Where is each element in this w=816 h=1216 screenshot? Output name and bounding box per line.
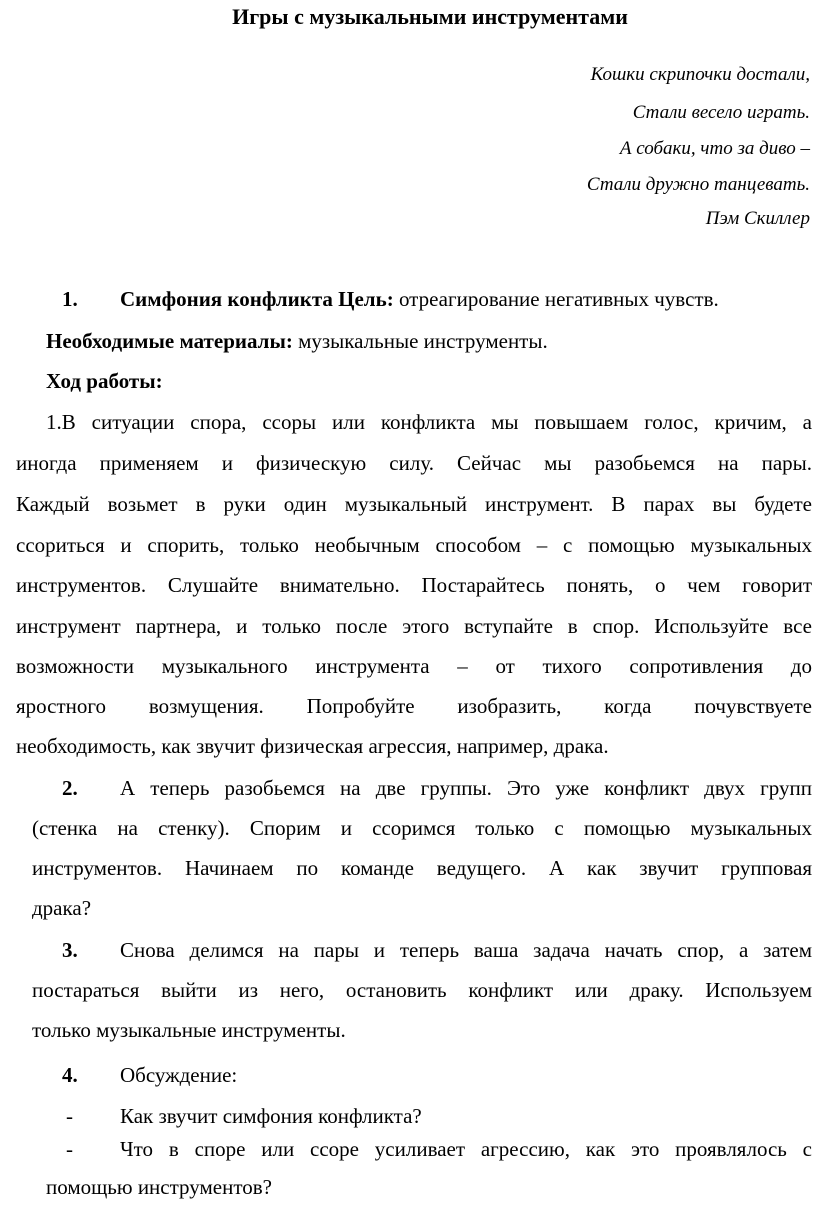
bullet-text: помощью инструментов? xyxy=(46,1175,272,1199)
paragraph-line: ссориться и спорить, только необычным способом – с помощью музыкальных xyxy=(16,533,812,557)
goal-text: отреагирование негативных чувств. xyxy=(398,287,719,311)
paragraph-line: яростного возмущения. Попробуйте изобразить, когда почувствуете xyxy=(16,694,812,718)
item-line: только музыкальные инструменты. xyxy=(32,1018,346,1042)
bullet-text: Как звучит симфония конфликта? xyxy=(120,1104,422,1128)
bullet-marker: - xyxy=(66,1137,73,1161)
paragraph-line: иногда применяем и физическую силу. Сейчас мы разобьемся на пары. xyxy=(16,451,812,475)
item-line: (стенка на стенку). Спорим и ссоримся только с помощью музыкальных xyxy=(32,816,812,840)
epigraph-line: А собаки, что за диво – xyxy=(619,138,810,159)
materials-label: Необходимые материалы: xyxy=(46,329,293,353)
item-number: 2. xyxy=(62,776,78,800)
item-line: драка? xyxy=(32,896,92,920)
materials-text: музыкальные инструменты. xyxy=(298,329,548,353)
paragraph-line: инструмент партнера, и только после этого вступайте в спор. Используйте все xyxy=(16,614,812,638)
epigraph-line: Кошки скрипочки достали, xyxy=(590,64,810,85)
item-number: 3. xyxy=(62,938,78,962)
discussion-label: Обсуждение: xyxy=(120,1063,238,1087)
epigraph-line: Стали весело играть. xyxy=(632,102,810,123)
item-line: инструментов. Начинаем по команде ведущего. А как звучит групповая xyxy=(32,856,812,880)
paragraph-line: Каждый возьмет в руки один музыкальный инструмент. В парах вы будете xyxy=(16,492,812,516)
item-line: постараться выйти из него, остановить конфликт или драку. Используем xyxy=(32,978,812,1002)
section-number: 1. xyxy=(62,287,78,311)
bullet-text: Что в споре или ссоре усиливает агрессию, как это проявлялось с xyxy=(120,1137,812,1161)
goal-label: Цель: xyxy=(338,287,394,311)
paragraph-line: возможности музыкального инструмента – от тихого сопротивления до xyxy=(16,654,812,678)
epigraph-line: Стали дружно танцевать. xyxy=(586,174,810,195)
paragraph-line: необходимость, как звучит физическая агрессия, например, драка. xyxy=(16,734,609,758)
epigraph-author: Пэм Скиллер xyxy=(705,208,810,229)
item-number: 4. xyxy=(62,1063,78,1087)
paragraph-line: 1.В ситуации спора, ссоры или конфликта мы повышаем голос, кричим, а xyxy=(46,410,812,434)
item-line: А теперь разобьемся на две группы. Это уже конфликт двух групп xyxy=(120,776,812,800)
materials-line xyxy=(46,329,548,354)
progress-label: Ход работы: xyxy=(46,369,163,393)
section-name: Симфония конфликта xyxy=(120,287,333,311)
bullet-marker: - xyxy=(66,1104,73,1128)
section-heading-line xyxy=(120,287,719,312)
item-line: Снова делимся на пары и теперь ваша задача начать спор, а затем xyxy=(120,938,812,962)
page-title: Игры с музыкальными инструментами xyxy=(232,4,628,29)
paragraph-line: инструментов. Слушайте внимательно. Постарайтесь понять, о чем говорит xyxy=(16,573,812,597)
